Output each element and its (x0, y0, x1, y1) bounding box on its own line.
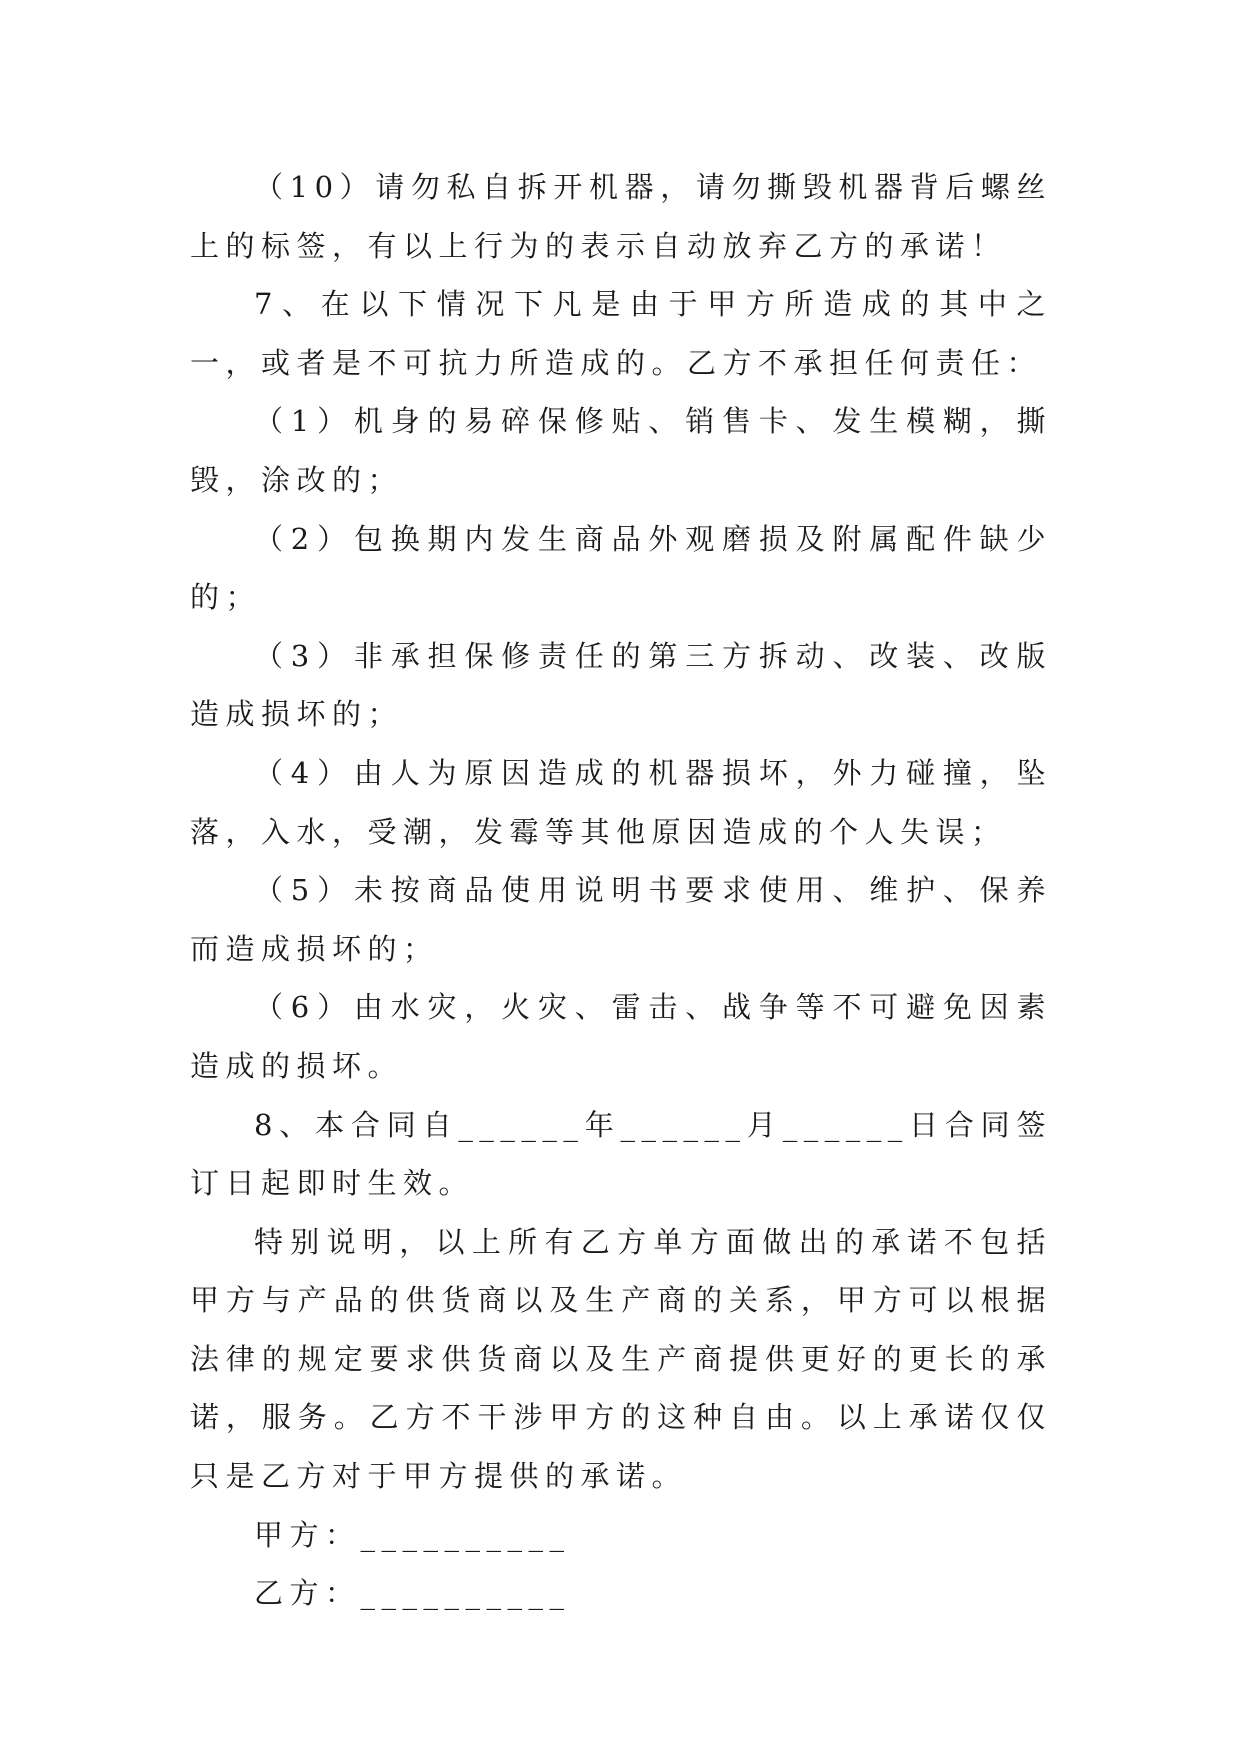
exemption-item-5: （5）未按商品使用说明书要求使用、维护、保养而造成损坏的； (190, 873, 1052, 966)
special-note: 特别说明，以上所有乙方单方面做出的承诺不包括甲方与产品的供货商以及生产商的关系，甲方可以根据法律的规定要求供货商以及生产商提供更好的更长的承诺，服务。乙方不干涉甲方的这种自由。以上承诺仅仅只是乙方对于甲方提供的承诺。 (190, 1224, 1052, 1494)
exemption-item-1: （1）机身的易碎保修贴、销售卡、发生模糊，撕毁，涂改的； (190, 404, 1052, 497)
party-b-signature-line: 乙方：__________ (254, 1576, 571, 1611)
clause-8-effective-date: 8、本合同自______年______月______日合同签订日起即时生效。 (190, 1107, 1052, 1201)
exemption-item-2: （2）包换期内发生商品外观磨损及附属配件缺少的； (190, 521, 1052, 615)
clause-10-removal-warning: （10）请勿私自拆开机器，请勿撕毁机器背后螺丝上的标签，有以上行为的表示自动放弃乙方的承诺！ (190, 170, 1052, 263)
party-a-signature-line: 甲方：__________ (254, 1517, 571, 1552)
exemption-item-6: （6）由水灾，火灾、雷击、战争等不可避免因素造成的损坏。 (190, 990, 1052, 1083)
exemption-item-4: （4）由人为原因造成的机器损坏，外力碰撞，坠落，入水，受潮，发霉等其他原因造成的个人失误； (190, 755, 1052, 849)
clause-7-exemptions-intro: 7、在以下情况下凡是由于甲方所造成的其中之一，或者是不可抗力所造成的。乙方不承担任何责任： (190, 287, 1052, 380)
document-body (190, 158, 1052, 1623)
exemption-item-3: （3）非承担保修责任的第三方拆动、改装、改版造成损坏的； (190, 638, 1052, 732)
